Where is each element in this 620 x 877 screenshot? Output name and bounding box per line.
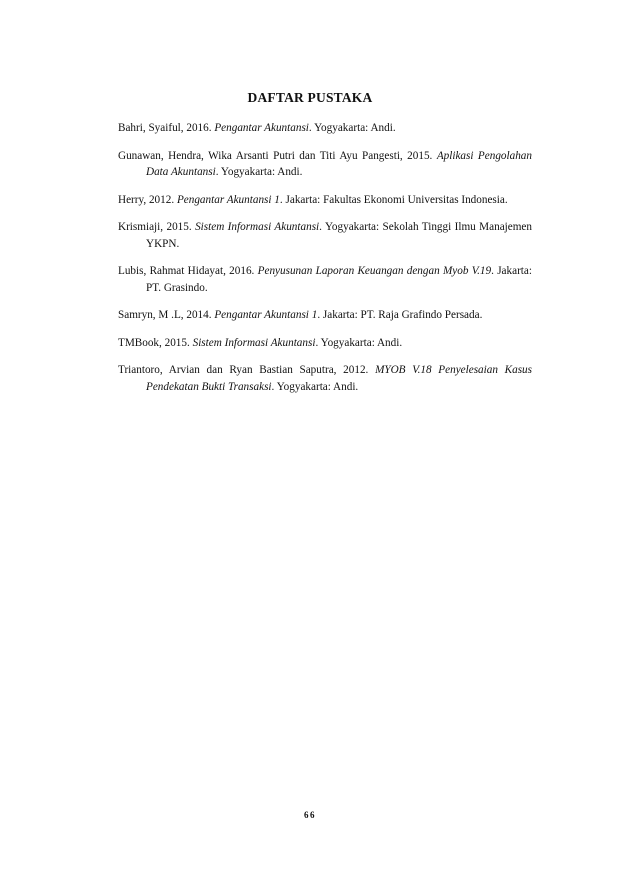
reference-entry	[118, 263, 532, 296]
reference-list	[118, 120, 532, 406]
reference-publisher: . Yogyakarta: Andi.	[271, 380, 359, 393]
reference-book-title: MYOB V.18 Penyelesaian Kasus Pendekatan Bukti Transaksi	[146, 364, 533, 393]
reference-entry	[118, 120, 532, 137]
reference-authors-year: Triantoro, Arvian dan Ryan Bastian Saputra, 2012.	[118, 364, 376, 376]
reference-entry	[118, 192, 532, 209]
reference-authors-year: Herry, 2012.	[118, 193, 177, 206]
reference-entry	[118, 362, 532, 395]
reference-book-title: Pengantar Akuntansi 1	[214, 309, 318, 321]
reference-publisher: . Yogyakarta: Andi.	[308, 122, 396, 134]
reference-book-title: Aplikasi Pengolahan Data Akuntansi	[146, 149, 532, 178]
reference-entry	[118, 148, 532, 181]
reference-publisher: . Jakarta: PT. Grasindo.	[146, 265, 532, 294]
reference-authors-year: Gunawan, Hendra, Wika Arsanti Putri dan Titi Ayu Pangesti, 2015.	[118, 149, 437, 162]
reference-entry	[118, 307, 532, 324]
reference-authors-year: Krismiaji, 2015.	[118, 221, 196, 233]
reference-authors-year: Samryn, M .L, 2014.	[118, 309, 215, 321]
reference-authors-year: Lubis, Rahmat Hidayat, 2016.	[118, 265, 258, 277]
reference-publisher: . Jakarta: PT. Raja Grafindo Persada.	[317, 309, 483, 321]
reference-book-title: Sistem Informasi Akuntansi	[195, 221, 320, 233]
reference-publisher: . Jakarta: Fakultas Ekonomi Universitas Indonesia.	[279, 193, 508, 206]
page-title: DAFTAR PUSTAKA	[247, 90, 373, 105]
reference-publisher: . Yogyakarta: Andi.	[215, 166, 303, 178]
reference-book-title: Pengantar Akuntansi 1	[176, 193, 280, 206]
reference-authors-year: TMBook, 2015.	[118, 336, 193, 349]
page-number: 66	[304, 810, 316, 820]
reference-book-title: Sistem Informasi Akuntansi	[192, 336, 316, 349]
reference-authors-year: Bahri, Syaiful, 2016.	[118, 122, 215, 134]
reference-book-title: Penyusunan Laporan Keuangan dengan Myob V.19	[257, 265, 492, 277]
reference-book-title: Pengantar Akuntansi	[214, 122, 309, 134]
reference-publisher: . Yogyakarta: Sekolah Tinggi Ilmu Manajemen YKPN.	[146, 221, 532, 250]
reference-publisher: . Yogyakarta: Andi.	[315, 336, 403, 349]
reference-entry	[118, 219, 532, 252]
reference-entry	[118, 335, 532, 352]
